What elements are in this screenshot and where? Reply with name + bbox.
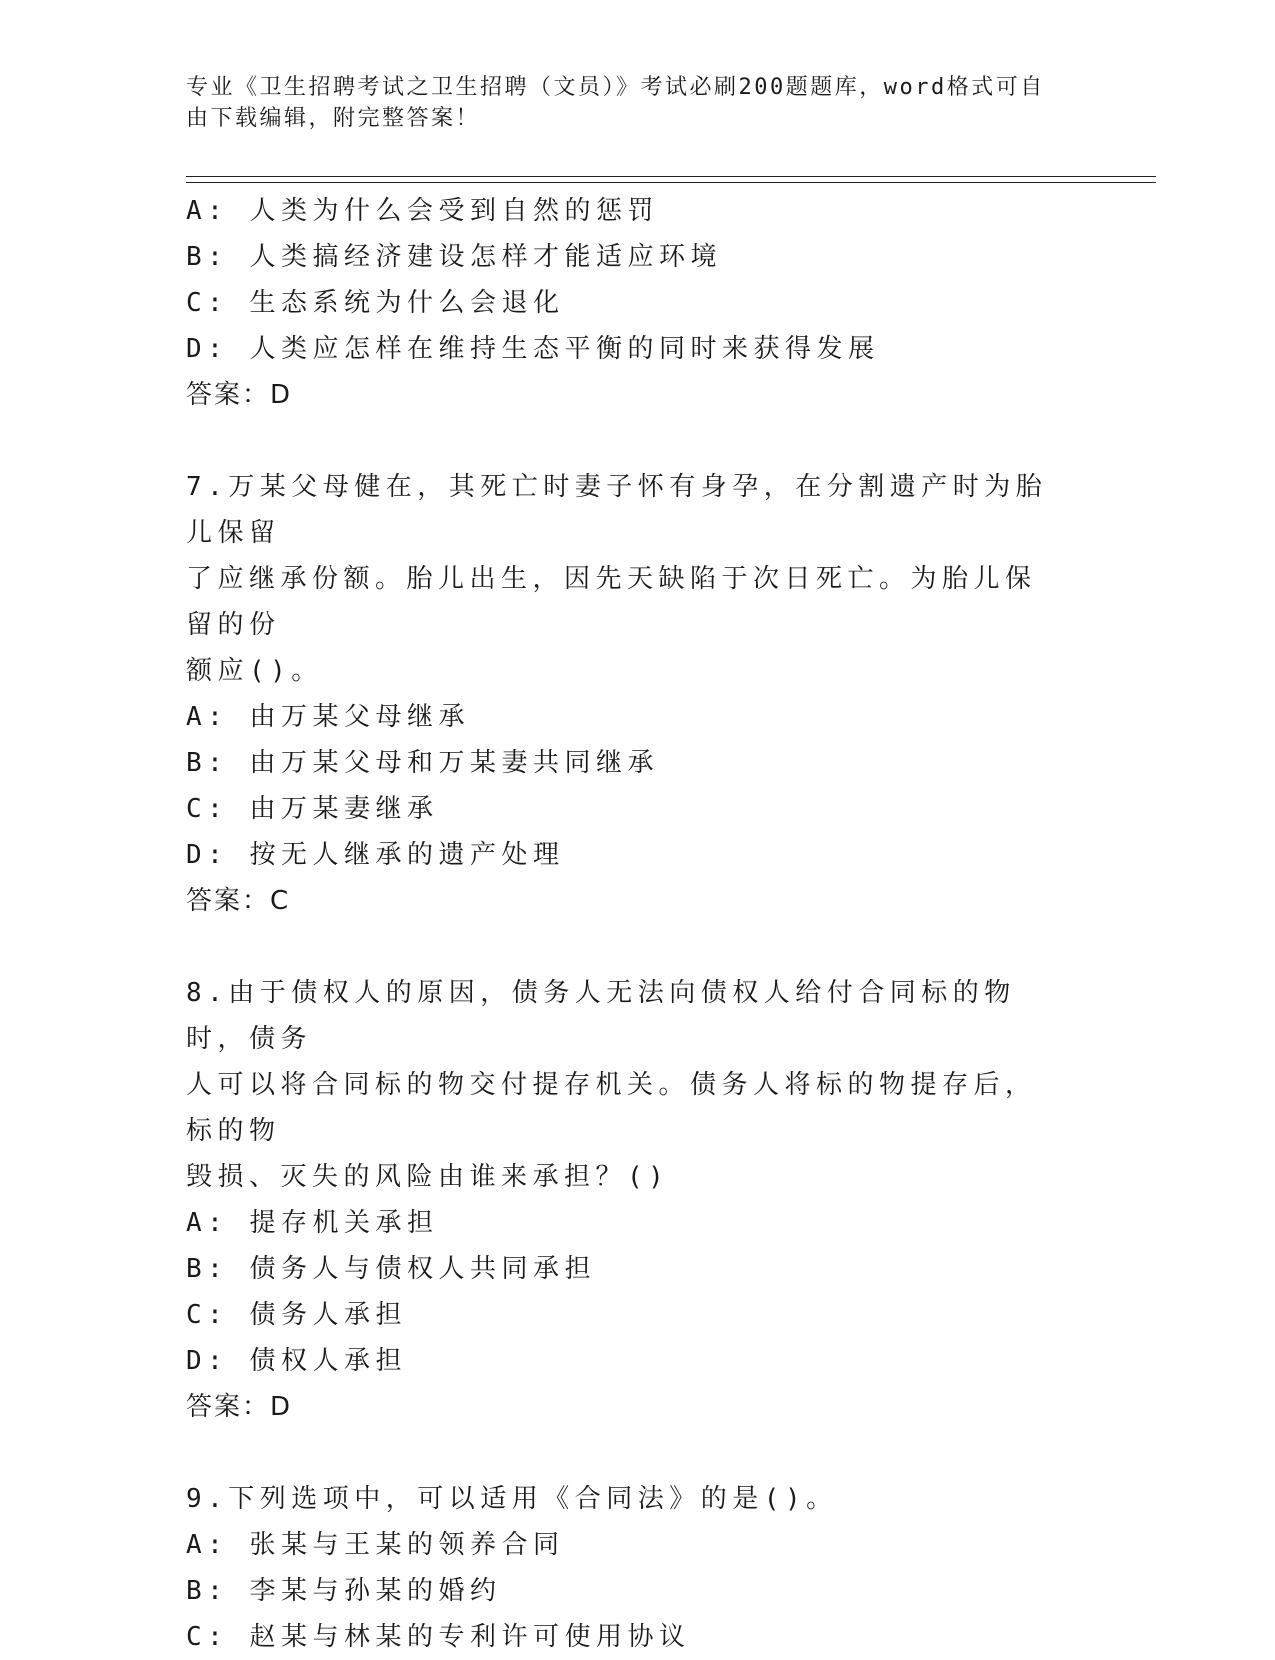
question-7	[186, 464, 1066, 924]
answer-label: 答案：C	[186, 886, 291, 916]
spacer	[186, 418, 1066, 464]
document-header	[186, 72, 1066, 134]
question-6	[186, 188, 1066, 418]
question-8	[186, 970, 1066, 1430]
option-b: B: 由万某父母和万某妻共同继承	[186, 748, 659, 778]
option-c: C: 由万某妻继承	[186, 794, 439, 824]
question-stem-line: 8.由于债权人的原因，债务人无法向债权人给付合同标的物时，债务	[186, 978, 1016, 1054]
question-9	[186, 1476, 1066, 1660]
option-c: C: 生态系统为什么会退化	[186, 288, 565, 318]
answer-label: 答案：D	[186, 380, 293, 410]
option-b: B: 李某与孙某的婚约	[186, 1576, 502, 1606]
header-divider-top	[186, 176, 1156, 177]
question-stem-line: 毁损、灭失的风险由谁来承担？()	[186, 1162, 670, 1192]
question-stem-line: 7.万某父母健在，其死亡时妻子怀有身孕，在分割遗产时为胎儿保留	[186, 472, 1048, 548]
option-d: D: 人类应怎样在维持生态平衡的同时来获得发展	[186, 334, 880, 364]
spacer	[186, 1430, 1066, 1476]
option-b: B: 债务人与债权人共同承担	[186, 1254, 596, 1284]
option-b: B: 人类搞经济建设怎样才能适应环境	[186, 242, 722, 272]
question-stem-line: 人可以将合同标的物交付提存机关。债务人将标的物提存后，标的物	[186, 1070, 1037, 1146]
option-a: A: 提存机关承担	[186, 1208, 439, 1238]
header-divider-bottom	[186, 182, 1156, 183]
question-list	[186, 188, 1066, 1660]
option-c: C: 债务人承担	[186, 1300, 407, 1330]
header-line-1: 专业《卫生招聘考试之卫生招聘（文员）》考试必刷200题题库，word格式可自	[186, 75, 1045, 100]
header-line-2: 由下载编辑，附完整答案！	[186, 106, 481, 131]
spacer	[186, 924, 1066, 970]
question-stem-line: 了应继承份额。胎儿出生，因先天缺陷于次日死亡。为胎儿保留的份	[186, 564, 1037, 640]
question-stem-line: 9.下列选项中，可以适用《合同法》的是()。	[186, 1484, 838, 1514]
option-a: A: 人类为什么会受到自然的惩罚	[186, 196, 659, 226]
question-stem-line: 额应()。	[186, 656, 323, 686]
option-c: C: 赵某与林某的专利许可使用协议	[186, 1622, 691, 1652]
option-a: A: 张某与王某的领养合同	[186, 1530, 565, 1560]
option-d: D: 按无人继承的遗产处理	[186, 840, 565, 870]
answer-label: 答案：D	[186, 1392, 293, 1422]
option-a: A: 由万某父母继承	[186, 702, 470, 732]
option-d: D: 债权人承担	[186, 1346, 407, 1376]
